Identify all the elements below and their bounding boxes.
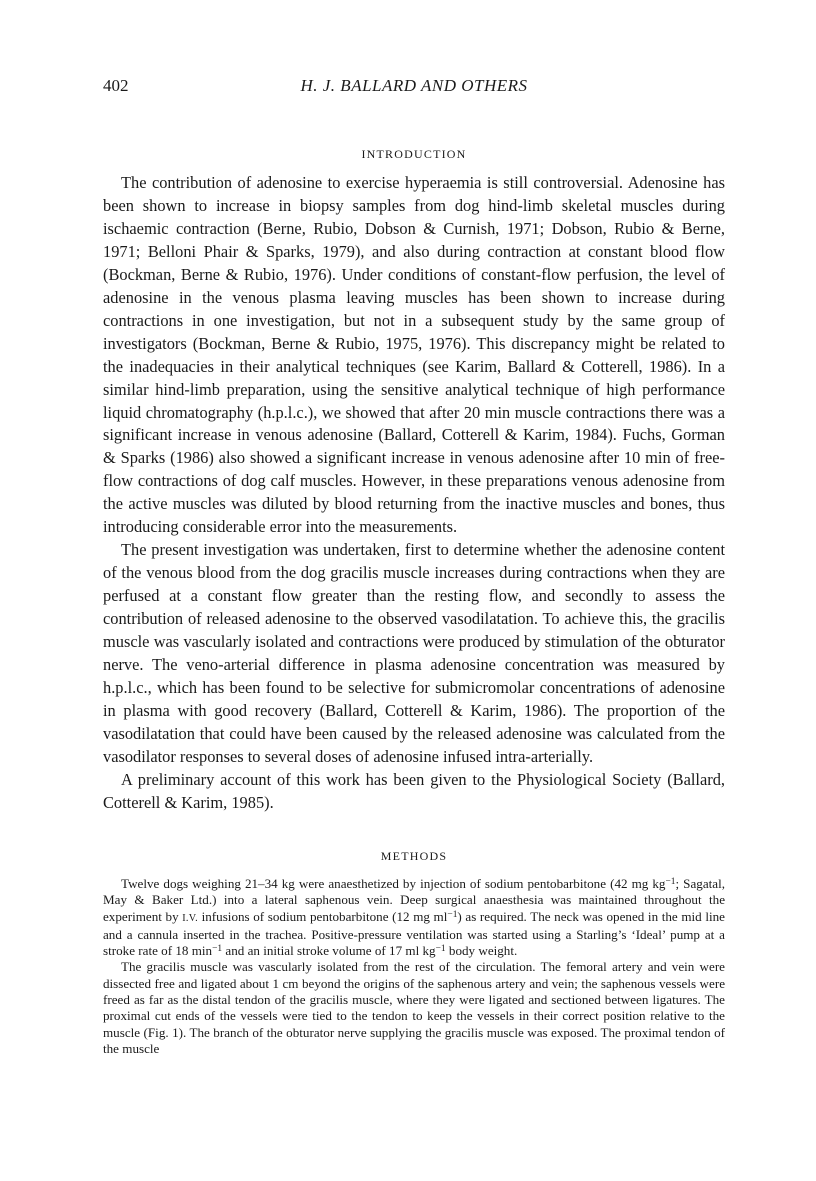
methods-heading: METHODS (380, 849, 448, 863)
introduction-heading: INTRODUCTION (361, 147, 467, 161)
methods-text-run: ) as required. The neck was opened in the mid line and a cannula inserted in the trachea. Positive-pressure ventilation was started using a Starling’s ‘Ideal’ pump at a stroke rate of 18 min (103, 908, 725, 959)
methods-body (103, 876, 725, 1057)
introduction-paragraph: The contribution of adenosine to exercise hyperaemia is still controversial. Adenosine has been shown to increase in biopsy samples from dog hind-limb skeletal muscles during ischaemic contraction (Berne, Rubio, Dobson & Curnish, 1971; Dobson, Rubio & Berne, 1971; Belloni Phair & Sparks, 1979), and also during contraction at constant blood flow (Bockman, Berne & Rubio, 1976). Under conditions of constant-flow perfusion, the level of adenosine in the venous plasma leaving muscles has been shown to increase during contractions in one investigation, but not in a subsequent study by the same group of investigators (Bockman, Berne & Rubio, 1975, 1976). This discrepancy might be related to the inadequacies in their analytical techniques (see Karim, Ballard & Cotterell, 1986). In a similar hind-limb preparation, using the sensitive analytical technique of high performance liquid chromatography (h.p.l.c.), we showed that after 20 min muscle contractions there was a significant increase in venous adenosine (Ballard, Cotterell & Karim, 1984). Fuchs, Gorman & Sparks (1986) also showed a significant increase in venous adenosine after 10 min of free-flow contractions of dog calf muscles. However, in these preparations venous adenosine from the active muscles was diluted by blood returning from the inactive muscles and bones, thus introducing considerable error into the measurements. (103, 173, 725, 537)
methods-paragraph: The gracilis muscle was vascularly isolated from the rest of the circulation. The femoral artery and vein were dissected free and ligated about 1 cm beyond the origins of the saphenous artery and vein; the saphenous vessels were freed as far as the distal tendon of the gracilis muscle, where they were ligated and sectioned between ligatures. The proximal cut ends of the vessels were tied to the tendon to keep the vessels in their correct position relative to the muscle (Fig. 1). The branch of the obturator nerve supplying the gracilis muscle was exposed. The proximal tendon of the muscle (103, 959, 725, 1056)
introduction-paragraph: A preliminary account of this work has been given to the Physiological Society (Ballard, Cotterell & Karim, 1985). (103, 769, 725, 812)
page-number: 402 (103, 76, 129, 95)
running-head (103, 76, 725, 100)
exponent: −1 (212, 943, 223, 954)
methods-text-run: ; Sagatal, May & Baker Ltd.) into a lateral saphenous vein. Deep surgical anaesthesia was maintained throughout the experiment by (103, 876, 725, 924)
introduction-paragraph: The present investigation was undertaken, first to determine whether the adenosine content of the venous blood from the dog gracilis muscle increases during contractions when they are perfused at a constant flow greater than the resting flow, and secondly to assess the contribution of released adenosine to the observed vasodilatation. To achieve this, the gracilis muscle was vascularly isolated and contractions were produced by stimulation of the obturator nerve. The veno-arterial difference in plasma adenosine concentration was measured by h.p.l.c., which has been found to be selective for submicromolar concentrations of adenosine in plasma with good recovery (Ballard, Cotterell & Karim, 1986). The proportion of the vasodilatation that could have been caused by the released adenosine was calculated from the vasodilator responses to several doses of adenosine infused intra-arterially. (103, 540, 725, 766)
exponent: −1 (447, 909, 458, 920)
methods-paragraph (103, 876, 725, 959)
exponent: −1 (665, 876, 676, 887)
running-title: H. J. BALLARD AND OTHERS (300, 76, 528, 95)
introduction-body (103, 172, 725, 815)
abbreviation-iv: I.V. (182, 912, 198, 924)
methods-text-run: Twelve dogs weighing 21–34 kg were anaesthetized by injection of sodium pentobarbitone (42 mg kg (121, 876, 666, 891)
exponent: −1 (435, 943, 446, 954)
methods-text-run: and an initial stroke volume of 17 ml kg (222, 943, 436, 959)
methods-text-run: body weight. (445, 943, 518, 959)
methods-text-run: infusions of sodium pentobarbitone (12 mg ml (198, 908, 448, 924)
